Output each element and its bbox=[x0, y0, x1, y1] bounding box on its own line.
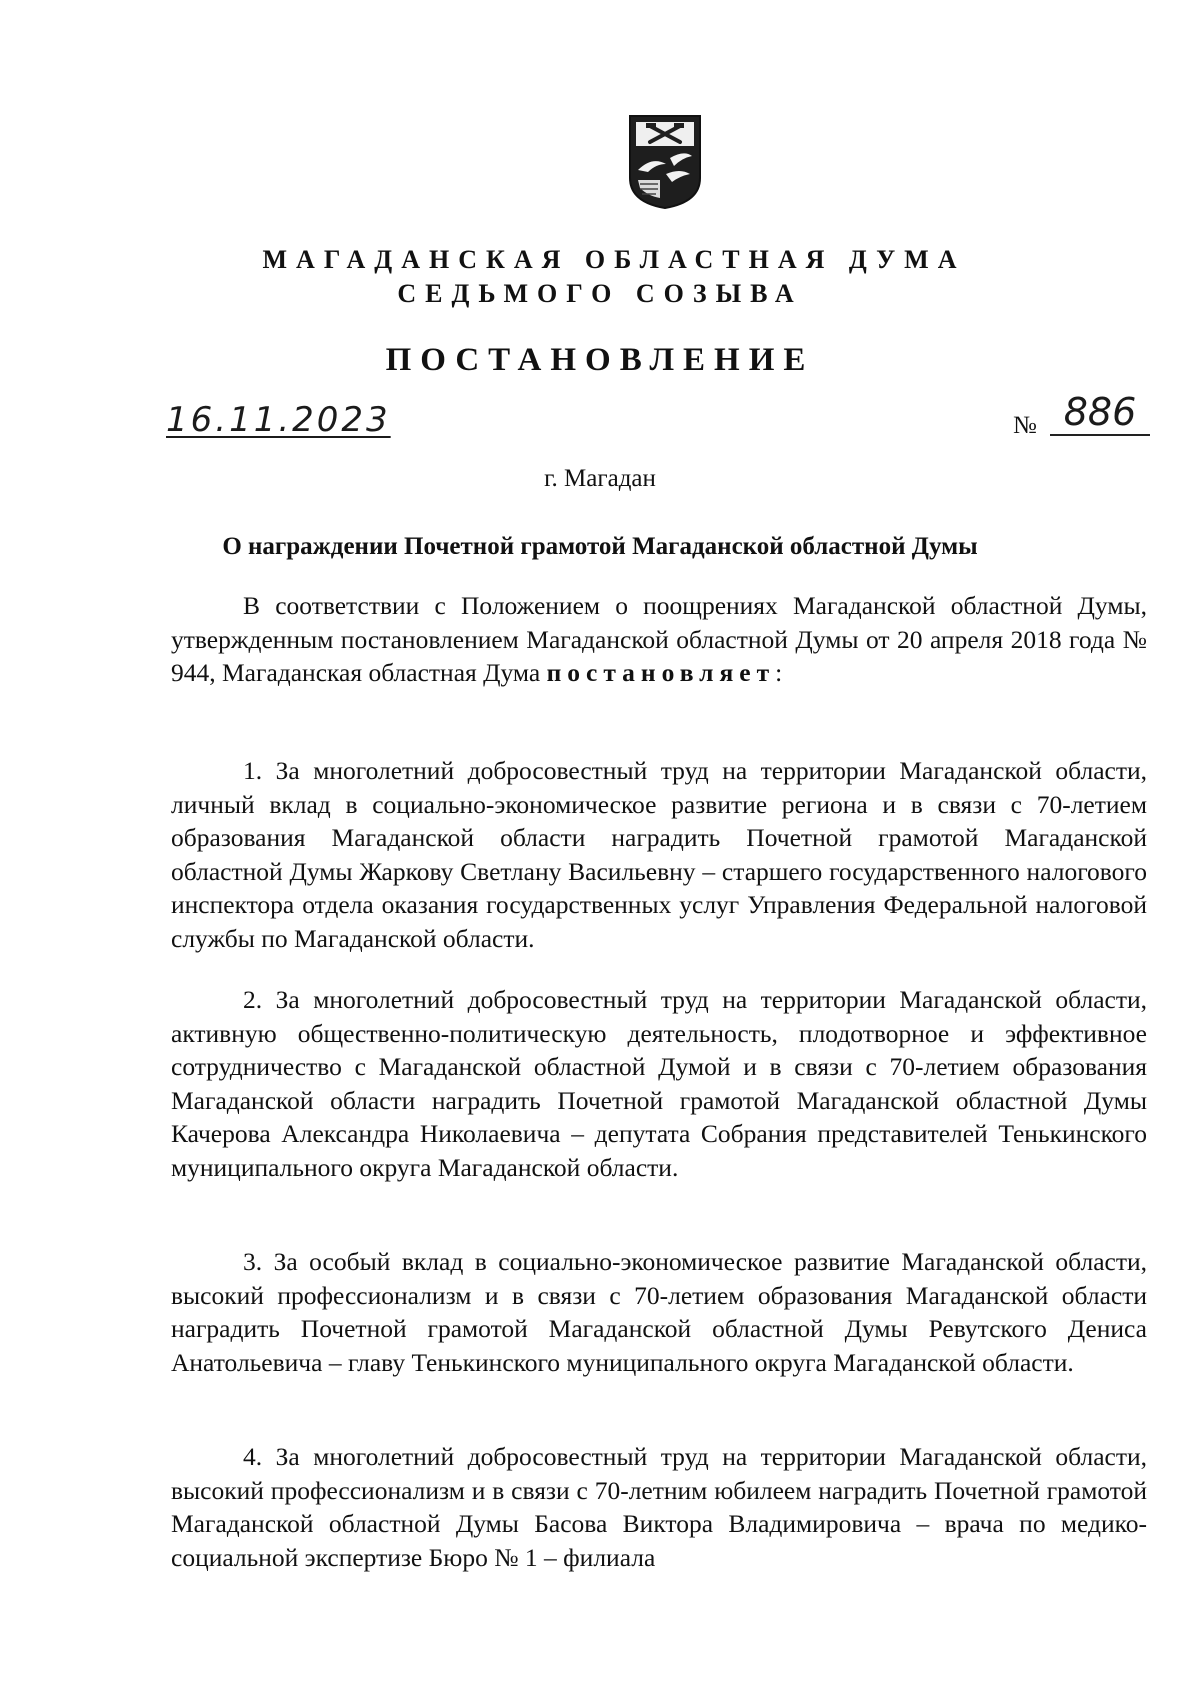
award-item: 2. За многолетний добросовестный труд на территории Магаданской области, активную общественно-политическую деятельность, плодотворное и эффективное сотрудничество с Магаданской областной Думой и в связи с 70-летием образования Магаданской области наградить Почетной грамотой Магаданской областной Думы Качерова Александра Николаевича – депутата Собрания представителей Тенькинского муниципального округа Магаданской области. bbox=[171, 985, 1147, 1182]
convocation: СЕДЬМОГО СОЗЫВА bbox=[397, 279, 803, 308]
document-subject: О награждении Почетной грамотой Магаданской областной Думы bbox=[222, 533, 978, 560]
award-item: 3. За особый вклад в социально-экономическое развитие Магаданской области, высокий профессионализм и в связи с 70-летием образования Магаданской области наградить Почетной грамотой Магаданской областной Думы Ревутского Дениса Анатольевича – главу Тенькинского муниципального округа Магаданской области. bbox=[171, 1247, 1147, 1377]
document-number: 886 bbox=[1050, 392, 1150, 436]
organization-name: МАГАДАНСКАЯ ОБЛАСТНАЯ ДУМА bbox=[262, 245, 966, 274]
document-type: ПОСТАНОВЛЕНИЕ bbox=[385, 342, 815, 378]
preamble-text: В соответствии с Положением о поощрениях Магаданской областной Думы, утвержденным постановлением Магаданской областной Думы от 20 апреля 2018 года № 944, Магаданская областная Дума bbox=[171, 591, 1147, 687]
document-date: 16.11.2023 bbox=[166, 400, 391, 440]
award-item: 4. За многолетний добросовестный труд на территории Магаданской области, высокий профессионализм и в связи с 70-летним юбилеем наградить Почетной грамотой Магаданской областной Думы Басова Виктора Владимировича – врача по медико-социальной экспертизе Бюро № 1 – филиала bbox=[171, 1442, 1147, 1572]
magadan-coat-of-arms-icon bbox=[626, 112, 704, 210]
award-item: 1. За многолетний добросовестный труд на территории Магаданской области, личный вклад в социально-экономическое развитие региона и в связи с 70-летием образования Магаданской области наградить Почетной грамотой Магаданской областной Думы Жаркову Светлану Васильевну – старшего государственного налогового инспектора отдела оказания государственных услуг Управления Федеральной налоговой службы по Магаданской области. bbox=[171, 756, 1147, 953]
preamble bbox=[171, 589, 1147, 690]
decree-tail: : bbox=[775, 658, 783, 687]
city: г. Магадан bbox=[544, 465, 656, 492]
number-label: № bbox=[1013, 412, 1037, 439]
decree-word: постановляет bbox=[546, 658, 776, 687]
